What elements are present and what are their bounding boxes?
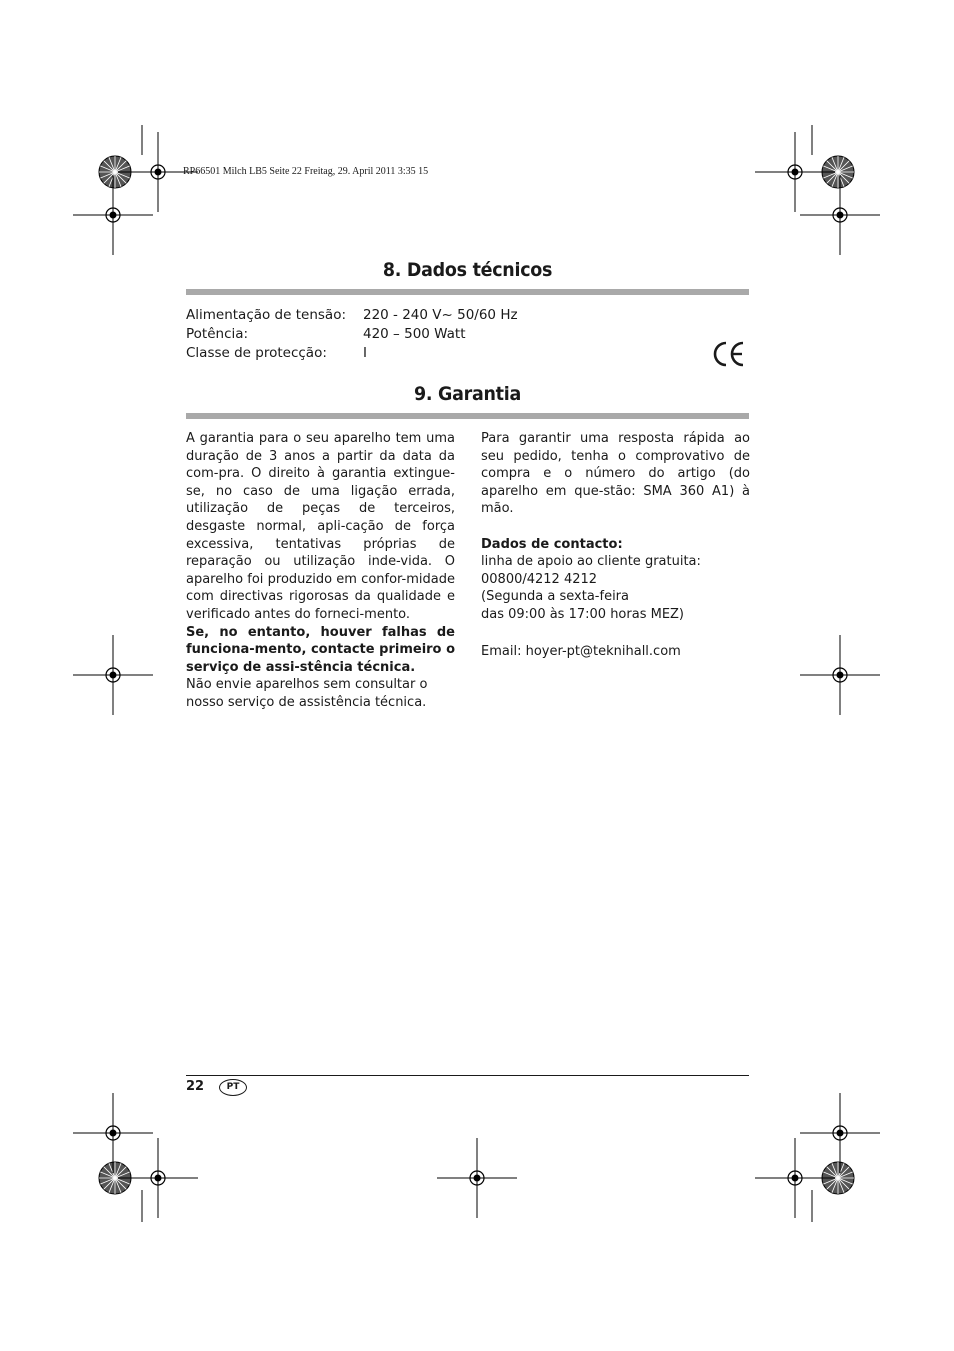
contact-heading: Dados de contacto: (481, 536, 623, 552)
section-8-title: 8. Dados técnicos (382, 259, 553, 281)
spec-value: 420 – 500 Watt (363, 326, 466, 342)
spec-value: I (363, 345, 367, 361)
warranty-paragraph: Para garantir uma resposta rápida ao seu pedido, tenha o comprovativo de compra e o número do artigo (do aparelho em que-stão: SMA 360 A1) à mão. (481, 431, 750, 517)
spec-row-power (186, 325, 518, 344)
hotline-label: linha de apoio ao cliente gratuita: (481, 554, 701, 570)
page-number: 22 (186, 1079, 205, 1094)
footer-rule (186, 1075, 749, 1076)
spec-row-voltage (186, 306, 518, 325)
print-slug: RP66501 Milch LB5 Seite 22 Freitag, 29. April 2011 3:35 15 (183, 166, 429, 177)
contact-email: Email: hoyer-pt@teknihall.com (481, 643, 681, 659)
hours-line-2: das 09:00 às 17:00 horas MEZ) (481, 606, 685, 622)
warranty-paragraph: A garantia para o seu aparelho tem uma duração de 3 anos a partir da data da com-pra. O direito à garantia extingue-se, no caso de uma ligação errada, utilização de peças de terceiros, desgaste normal, apli-cação de força excessiva, tentativas próprias de reparação ou utilização inde-vida. O aparelho foi produzido em confor-midade com directivas rigorosas da qualidade e verificado antes do forneci-mento. (186, 431, 455, 622)
warranty-paragraph: Não envie aparelhos sem consultar o nosso serviço de assistência técnica. (186, 677, 428, 710)
hours-line-1: (Segunda a sexta-feira (481, 589, 629, 605)
spec-label: Potência: (186, 326, 249, 342)
spec-row-protection-class (186, 344, 518, 363)
section-9-rule (186, 413, 749, 419)
warranty-notice: Se, no entanto, houver falhas de funciona-mento, contacte primeiro o serviço de assi-stência técnica. (186, 624, 455, 675)
specs-table (186, 306, 518, 363)
language-badge: PT (219, 1079, 247, 1096)
spec-label: Alimentação de tensão: (186, 307, 346, 323)
ce-mark-icon (711, 340, 745, 368)
spec-label: Classe de protecção: (186, 345, 327, 361)
warranty-right-column (481, 430, 750, 660)
warranty-left-column (186, 430, 455, 712)
spec-value: 220 - 240 V~ 50/60 Hz (363, 307, 518, 323)
section-9-title: 9. Garantia (413, 383, 522, 405)
hotline-phone: 00800/4212 4212 (481, 571, 598, 587)
section-8-rule (186, 289, 749, 295)
